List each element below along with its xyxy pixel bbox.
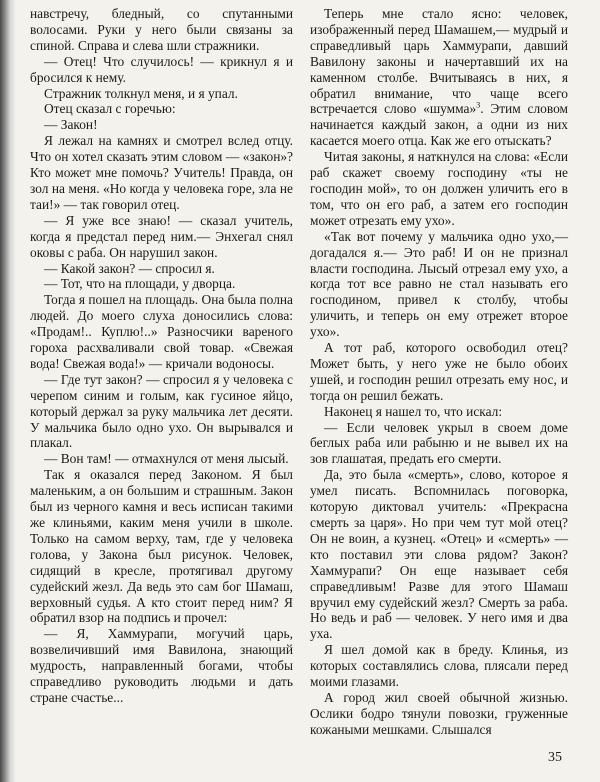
paragraph: навстречу, бледный, со спутанными волосами. Руки у него были связаны за спиной. Справа и слева шли стражники. [30,6,293,53]
paragraph: Да, это была «смерть», слово, которое я умел писать. Вспомнилась поговорка, которую диктовал учитель: «Прекрасна смерть за царя». Но при чем тут мой отец? Он не воин, а кузнец. «Отец» и «смерть» — кто поставил эти слова рядом? Закон? Хаммурапи? Он еще называет себя справедливым! Разве для этого Шамаш вручил ему судейский жезл? Смерть за раба. Но ведь и раб — человек. У него имя и два уха. [310,467,568,642]
paragraph: Наконец я нашел то, что искал: [324,403,503,419]
paragraph: — Где тут закон? — спросил я у человека с черепом синим и голым, как гусиное яйцо, который держал за руку мальчика лет десяти. У мальчика было одно ухо. Он вырывался и плакал. [30,371,293,451]
paragraph: А тот раб, которого освободил отец? Может быть, у него уже не было обоих ушей, и господин решил отрезать ему нос, и тогда он решил бежать. [310,340,568,403]
paragraph: — Отец! Что случилось! — крикнул я и бросился к нему. [30,53,293,85]
paragraph: — Тот, что на площади, у дворца. [44,276,236,292]
paragraph: Читая законы, я наткнулся на слова: «Если раб скажет своему господину «ты не господин мой», то он должен уличить его в том, что он его раб, а затем его господин может отрезать ему ухо». [310,149,568,228]
paragraph: «Так вот почему у мальчика одно ухо,— догадался я.— Это раб! И он не признал власти господина. Лысый отрезал ему ухо, а когда тот все равно не стал называть его господином, привел к столбу, чтобы уличить, и теперь он ему отрежет второе ухо». [310,228,568,340]
paragraph: — Я уже все знаю! — сказал учитель, когда я предстал перед ним.— Энхегал снял оковы с раба. Он нарушил закон. [30,212,293,260]
paragraph: — Закон! [44,117,98,133]
paragraph: — Вон там! — отмахнулся от меня лысый. [44,451,289,467]
paragraph-text: . Этим словом начинается каждый закон, а одни из них касается моего отца. Как же его отыскать? [310,101,568,149]
page-binding-edge [0,0,16,782]
paragraph: — Я, Хаммурапи, могучий царь, возвеличивший имя Вавилона, знающий мудрость, направленный богами, чтобы справедливо руководить людьми и дать стране счастье... [30,626,293,705]
paragraph: Отец сказал с горечью: [44,101,176,117]
paragraph [310,6,568,149]
paragraph: — Какой закон? — спросил я. [44,260,215,276]
paragraph: Стражник толкнул меня, и я упал. [44,85,238,101]
paragraph: Тогда я пошел на площадь. Она была полна людей. До моего слуха доносились слова: «Продам!.. Куплю!..» Разносчики вареного гороха расхваливали свой товар. «Свежая вода! Свежая вода!» — кричали водоносы. [30,292,293,371]
paragraph: Так я оказался перед Законом. Я был маленьким, а он большим и страшным. Закон был из черного камня и весь исписан такими же клиньями, каким меня учили в школе. Только на самом верху, там, где у человека голова, у Закона был рисунок. Человек, сидящий в кресле, протягивал другому судейский жезл. Да ведь это сам бог Шамаш, верховный судья. А кто стоит перед ним? Я обратил взор на подпись и прочел: [30,467,293,626]
right-column [310,6,568,738]
paragraph: Я шел домой как в бреду. Клинья, из которых составлялись слова, плясали перед моими глазами. [310,642,568,690]
footnote-mark: 3 [476,100,481,110]
left-column [30,6,293,706]
paragraph: — Если человек укрыл в своем доме беглых раба или рабыню и не вывел их на зов глашатая, предать его смерти. [310,419,568,467]
page-number: 35 [548,750,562,765]
paragraph-text: Теперь мне стало ясно: человек, изображенный перед Шамашем,— мудрый и справедливый царь Хаммурапи, давший Вавилону законы и начертавший их на каменном столбе. Вчитываясь в них, я обратил внимание, что чаще всего встречается слово «шумма» [310,6,568,117]
paragraph: А город жил своей обычной жизнью. Ослики бодро тянули повозки, груженные кожаными мешками. Слышался [310,689,568,737]
paragraph: Я лежал на камнях и смотрел вслед отцу. Что он хотел сказать этим словом — «закон»? Кто может мне помочь? Учитель! Правда, он зол на меня. «Но когда у человека горе, зла не таи!» — так говорил отец. [30,133,293,212]
